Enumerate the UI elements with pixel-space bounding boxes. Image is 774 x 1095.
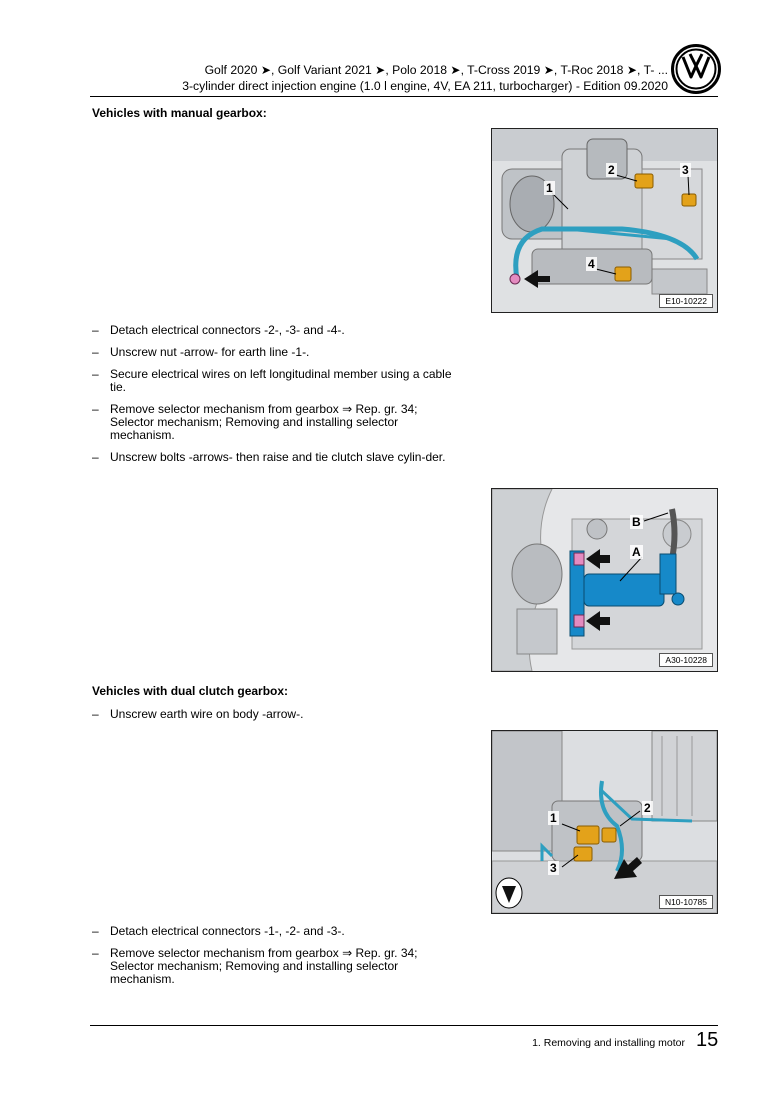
clutch-slave-cylinder-illustration — [492, 489, 717, 671]
callout-1: 1 — [550, 811, 557, 825]
callout-2: 2 — [644, 801, 651, 815]
figure-e10-10222 — [491, 128, 718, 313]
list-item: – Remove selector mechanism from gearbox ⇒ Rep. gr. 34; Selector mechanism; Removing and installing selector mechanism. — [92, 402, 418, 442]
callout-3: 3 — [682, 163, 689, 177]
manual-gearbox-heading: Vehicles with manual gearbox: — [92, 106, 267, 120]
list-item: – Remove selector mechanism from gearbox ⇒ Rep. gr. 34; Selector mechanism; Removing and installing selector mechanism. — [92, 946, 418, 986]
callout-2: 2 — [608, 163, 615, 177]
engine-connectors-illustration — [492, 129, 717, 312]
callout-a: A — [632, 545, 641, 559]
dual-clutch-connectors-illustration — [492, 731, 717, 913]
list-item: – Unscrew nut -arrow- for earth line -1-. — [92, 345, 310, 359]
footer-section-title: 1. Removing and installing motor — [532, 1037, 685, 1049]
callout-b: B — [632, 515, 641, 529]
header-engine-line: 3-cylinder direct injection engine (1.0 l engine, 4V, EA 211, turbocharger) - Edition 09.2020 — [182, 79, 668, 93]
header-vehicle-line: Golf 2020 ➤, Golf Variant 2021 ➤, Polo 2018 ➤, T-Cross 2019 ➤, T-Roc 2018 ➤, T- ... — [204, 63, 668, 77]
dual-steps-list-b — [92, 925, 462, 995]
list-item: – Unscrew earth wire on body -arrow-. — [92, 707, 304, 721]
header-divider — [90, 96, 718, 97]
list-item: – Unscrew bolts -arrows- then raise and tie clutch slave cylin-der. — [92, 450, 446, 464]
dual-steps-list-a — [92, 708, 462, 730]
figure-code: A30-10228 — [659, 653, 713, 667]
list-item: – Secure electrical wires on left longitudinal member using a cable tie. — [92, 367, 452, 394]
dual-clutch-heading: Vehicles with dual clutch gearbox: — [92, 684, 289, 698]
callout-4: 4 — [588, 257, 595, 271]
figure-code: E10-10222 — [659, 294, 713, 308]
figure-a30-10228 — [491, 488, 718, 672]
figure-n10-10785 — [491, 730, 718, 914]
list-item: – Detach electrical connectors -1-, -2- and -3-. — [92, 924, 345, 938]
list-item: – Detach electrical connectors -2-, -3- and -4-. — [92, 323, 345, 337]
page-header — [90, 62, 668, 94]
page-number: 15 — [696, 1029, 719, 1051]
vw-logo-icon — [671, 44, 721, 94]
footer-divider — [90, 1025, 718, 1026]
manual-steps-list — [92, 324, 462, 473]
figure-code: N10-10785 — [659, 895, 713, 909]
callout-1: 1 — [546, 181, 553, 195]
callout-3: 3 — [550, 861, 557, 875]
